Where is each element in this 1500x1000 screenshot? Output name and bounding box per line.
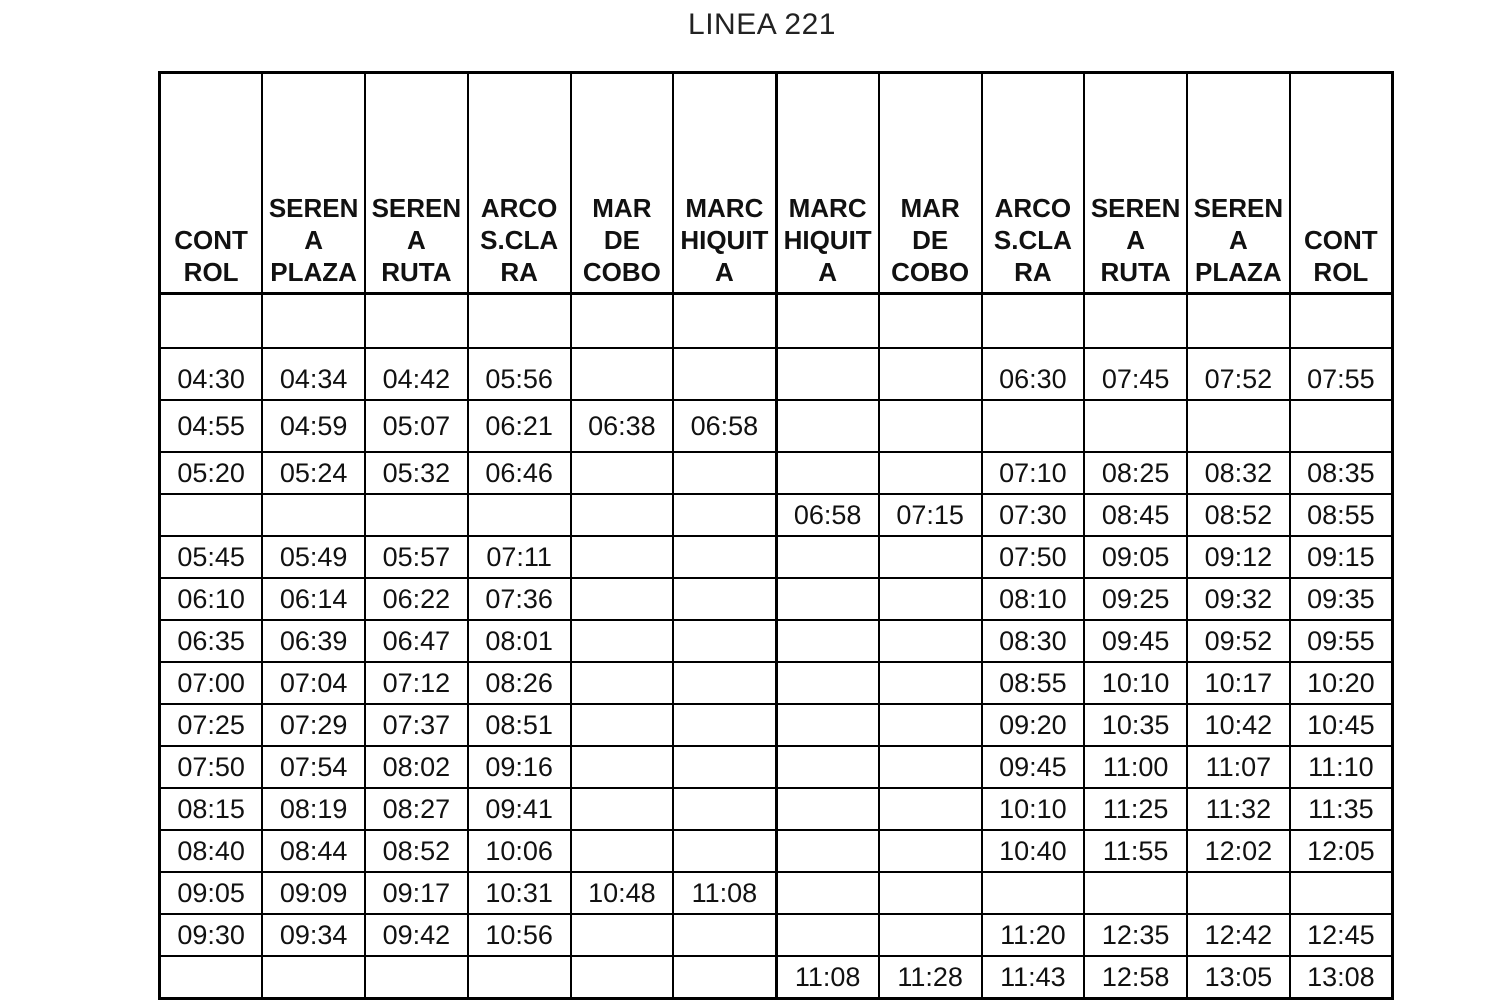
column-header: MARC HIQUIT A <box>673 73 776 294</box>
table-cell: 07:45 <box>1084 348 1187 400</box>
table-cell <box>879 536 982 578</box>
table-cell <box>776 348 879 400</box>
column-header: ARCO S.CLA RA <box>468 73 571 294</box>
table-cell: 09:32 <box>1187 578 1290 620</box>
table-cell <box>262 294 365 349</box>
table-cell <box>571 452 674 494</box>
table-cell: 06:58 <box>776 494 879 536</box>
table-cell: 07:52 <box>1187 348 1290 400</box>
table-cell <box>365 494 468 536</box>
table-cell: 05:57 <box>365 536 468 578</box>
table-cell <box>879 620 982 662</box>
table-cell: 07:29 <box>262 704 365 746</box>
table-cell: 07:55 <box>1290 348 1393 400</box>
table-cell: 10:48 <box>571 872 674 914</box>
table-cell: 09:41 <box>468 788 571 830</box>
table-cell: 08:15 <box>160 788 263 830</box>
table-cell <box>571 294 674 349</box>
table-cell: 12:02 <box>1187 830 1290 872</box>
table-cell: 06:47 <box>365 620 468 662</box>
table-cell: 09:34 <box>262 914 365 956</box>
table-cell: 08:10 <box>982 578 1085 620</box>
table-cell: 09:35 <box>1290 578 1393 620</box>
table-cell: 04:59 <box>262 400 365 452</box>
table-cell: 08:52 <box>365 830 468 872</box>
table-cell: 09:05 <box>1084 536 1187 578</box>
table-cell: 07:04 <box>262 662 365 704</box>
table-cell <box>468 494 571 536</box>
table-cell: 11:00 <box>1084 746 1187 788</box>
table-cell: 09:05 <box>160 872 263 914</box>
table-cell: 06:38 <box>571 400 674 452</box>
schedule-table <box>158 71 1394 1000</box>
table-cell: 04:30 <box>160 348 263 400</box>
table-cell: 08:55 <box>1290 494 1393 536</box>
table-cell: 06:35 <box>160 620 263 662</box>
table-row <box>160 956 1393 999</box>
table-cell <box>776 872 879 914</box>
table-cell: 07:36 <box>468 578 571 620</box>
table-row <box>160 662 1393 704</box>
table-cell <box>571 348 674 400</box>
table-cell: 09:55 <box>1290 620 1393 662</box>
table-cell: 12:42 <box>1187 914 1290 956</box>
table-cell: 07:37 <box>365 704 468 746</box>
table-cell: 11:10 <box>1290 746 1393 788</box>
column-header: SEREN A RUTA <box>1084 73 1187 294</box>
table-cell: 07:11 <box>468 536 571 578</box>
table-cell <box>673 452 776 494</box>
table-cell <box>571 578 674 620</box>
table-cell: 13:08 <box>1290 956 1393 999</box>
table-cell: 07:30 <box>982 494 1085 536</box>
table-cell <box>879 662 982 704</box>
table-cell: 08:55 <box>982 662 1085 704</box>
table-cell: 11:43 <box>982 956 1085 999</box>
table-cell: 06:39 <box>262 620 365 662</box>
column-header: SEREN A PLAZA <box>262 73 365 294</box>
table-cell <box>1290 294 1393 349</box>
table-cell <box>1290 872 1393 914</box>
table-cell <box>776 400 879 452</box>
table-cell <box>673 536 776 578</box>
table-cell <box>571 788 674 830</box>
table-cell <box>571 704 674 746</box>
table-cell: 11:25 <box>1084 788 1187 830</box>
table-cell <box>879 578 982 620</box>
table-row <box>160 294 1393 349</box>
table-cell: 13:05 <box>1187 956 1290 999</box>
table-cell <box>468 956 571 999</box>
table-cell <box>262 494 365 536</box>
table-cell: 11:35 <box>1290 788 1393 830</box>
table-cell <box>673 494 776 536</box>
table-cell <box>776 662 879 704</box>
table-cell <box>673 620 776 662</box>
table-cell <box>776 536 879 578</box>
table-cell: 09:16 <box>468 746 571 788</box>
table-cell: 09:42 <box>365 914 468 956</box>
table-cell <box>365 294 468 349</box>
table-cell: 09:20 <box>982 704 1085 746</box>
table-cell <box>879 704 982 746</box>
table-cell <box>673 294 776 349</box>
table-cell: 05:24 <box>262 452 365 494</box>
table-cell: 10:20 <box>1290 662 1393 704</box>
table-cell <box>673 704 776 746</box>
table-cell: 07:15 <box>879 494 982 536</box>
table-cell: 07:25 <box>160 704 263 746</box>
column-header: SEREN A PLAZA <box>1187 73 1290 294</box>
table-cell: 04:55 <box>160 400 263 452</box>
table-cell <box>365 956 468 999</box>
table-cell: 09:17 <box>365 872 468 914</box>
table-cell: 10:31 <box>468 872 571 914</box>
table-cell <box>879 746 982 788</box>
table-cell <box>571 746 674 788</box>
table-cell: 08:30 <box>982 620 1085 662</box>
table-cell: 09:09 <box>262 872 365 914</box>
table-cell: 10:10 <box>1084 662 1187 704</box>
table-row <box>160 452 1393 494</box>
table-cell: 07:00 <box>160 662 263 704</box>
table-cell: 11:28 <box>879 956 982 999</box>
table-cell: 11:08 <box>673 872 776 914</box>
table-cell <box>571 830 674 872</box>
header-row <box>160 73 1393 294</box>
table-cell: 11:20 <box>982 914 1085 956</box>
table-cell <box>571 662 674 704</box>
table-cell: 06:46 <box>468 452 571 494</box>
table-cell <box>1187 872 1290 914</box>
table-cell: 07:12 <box>365 662 468 704</box>
table-cell: 12:45 <box>1290 914 1393 956</box>
table-cell <box>776 746 879 788</box>
table-row <box>160 620 1393 662</box>
table-cell: 10:56 <box>468 914 571 956</box>
column-header: CONT ROL <box>160 73 263 294</box>
table-cell: 11:32 <box>1187 788 1290 830</box>
table-cell <box>673 662 776 704</box>
table-cell <box>673 956 776 999</box>
table-cell <box>776 452 879 494</box>
table-cell: 08:19 <box>262 788 365 830</box>
column-header: ARCO S.CLA RA <box>982 73 1085 294</box>
table-cell: 05:07 <box>365 400 468 452</box>
table-cell <box>160 494 263 536</box>
table-cell <box>673 830 776 872</box>
table-cell: 12:05 <box>1290 830 1393 872</box>
table-cell <box>1187 400 1290 452</box>
table-cell <box>879 348 982 400</box>
table-cell <box>879 872 982 914</box>
table-body <box>160 294 1393 999</box>
table-cell: 08:26 <box>468 662 571 704</box>
table-cell: 07:54 <box>262 746 365 788</box>
table-cell: 09:52 <box>1187 620 1290 662</box>
table-cell <box>776 914 879 956</box>
table-cell: 10:45 <box>1290 704 1393 746</box>
table-cell: 11:55 <box>1084 830 1187 872</box>
table-cell <box>879 452 982 494</box>
table-cell <box>879 294 982 349</box>
table-cell: 05:49 <box>262 536 365 578</box>
table-row <box>160 872 1393 914</box>
table-row <box>160 914 1393 956</box>
table-cell: 05:20 <box>160 452 263 494</box>
table-cell: 10:35 <box>1084 704 1187 746</box>
table-cell <box>776 704 879 746</box>
table-cell: 07:10 <box>982 452 1085 494</box>
table-cell: 10:17 <box>1187 662 1290 704</box>
table-cell <box>982 400 1085 452</box>
table-row <box>160 830 1393 872</box>
table-cell: 08:52 <box>1187 494 1290 536</box>
table-cell: 08:51 <box>468 704 571 746</box>
table-cell: 09:45 <box>982 746 1085 788</box>
table-cell <box>982 294 1085 349</box>
table-cell: 09:25 <box>1084 578 1187 620</box>
table-row <box>160 348 1393 400</box>
table-row <box>160 536 1393 578</box>
column-header: SEREN A RUTA <box>365 73 468 294</box>
table-cell: 06:10 <box>160 578 263 620</box>
table-cell <box>673 348 776 400</box>
table-row <box>160 494 1393 536</box>
table-cell: 08:32 <box>1187 452 1290 494</box>
table-cell: 10:42 <box>1187 704 1290 746</box>
page-title: LINEA 221 <box>688 8 836 41</box>
table-row <box>160 704 1393 746</box>
table-cell <box>1187 294 1290 349</box>
table-cell <box>160 294 263 349</box>
table-cell <box>571 494 674 536</box>
table-cell <box>1084 294 1187 349</box>
table-cell: 09:12 <box>1187 536 1290 578</box>
table-cell <box>1084 872 1187 914</box>
table-cell: 05:32 <box>365 452 468 494</box>
table-cell: 06:22 <box>365 578 468 620</box>
table-cell: 11:07 <box>1187 746 1290 788</box>
table-cell: 06:14 <box>262 578 365 620</box>
table-row <box>160 746 1393 788</box>
table-cell: 10:06 <box>468 830 571 872</box>
table-cell <box>1084 400 1187 452</box>
table-cell <box>776 620 879 662</box>
table-cell <box>571 620 674 662</box>
table-cell: 08:25 <box>1084 452 1187 494</box>
table-cell: 06:30 <box>982 348 1085 400</box>
table-cell <box>160 956 263 999</box>
column-header: MAR DE COBO <box>571 73 674 294</box>
table-cell: 08:45 <box>1084 494 1187 536</box>
table-cell: 09:30 <box>160 914 263 956</box>
table-cell <box>776 294 879 349</box>
table-cell <box>571 956 674 999</box>
table-cell: 04:34 <box>262 348 365 400</box>
column-header: MAR DE COBO <box>879 73 982 294</box>
table-row <box>160 578 1393 620</box>
table-cell: 09:45 <box>1084 620 1187 662</box>
table-cell: 12:35 <box>1084 914 1187 956</box>
table-cell: 09:15 <box>1290 536 1393 578</box>
table-cell <box>262 956 365 999</box>
table-cell <box>776 788 879 830</box>
table-cell <box>776 830 879 872</box>
column-header: MARC HIQUIT A <box>776 73 879 294</box>
table-cell <box>571 914 674 956</box>
table-cell: 11:08 <box>776 956 879 999</box>
table-cell: 04:42 <box>365 348 468 400</box>
table-cell: 10:40 <box>982 830 1085 872</box>
table-cell: 08:44 <box>262 830 365 872</box>
table-cell <box>571 536 674 578</box>
column-header: CONT ROL <box>1290 73 1393 294</box>
table-cell <box>879 400 982 452</box>
table-cell <box>879 914 982 956</box>
table-cell <box>468 294 571 349</box>
table-cell: 08:02 <box>365 746 468 788</box>
table-row <box>160 400 1393 452</box>
table-cell <box>673 746 776 788</box>
table-cell: 08:01 <box>468 620 571 662</box>
table-cell: 08:40 <box>160 830 263 872</box>
table-cell: 08:35 <box>1290 452 1393 494</box>
table-cell: 05:45 <box>160 536 263 578</box>
table-cell <box>776 578 879 620</box>
table-cell: 06:58 <box>673 400 776 452</box>
table-cell <box>673 914 776 956</box>
table-cell: 05:56 <box>468 348 571 400</box>
table-cell: 12:58 <box>1084 956 1187 999</box>
table-cell <box>1290 400 1393 452</box>
table-cell <box>982 872 1085 914</box>
table-cell <box>673 578 776 620</box>
table-cell: 10:10 <box>982 788 1085 830</box>
table-cell <box>879 830 982 872</box>
table-cell: 07:50 <box>160 746 263 788</box>
table-cell: 07:50 <box>982 536 1085 578</box>
table-cell <box>673 788 776 830</box>
table-cell: 06:21 <box>468 400 571 452</box>
table-row <box>160 788 1393 830</box>
table-cell: 08:27 <box>365 788 468 830</box>
table-cell <box>879 788 982 830</box>
